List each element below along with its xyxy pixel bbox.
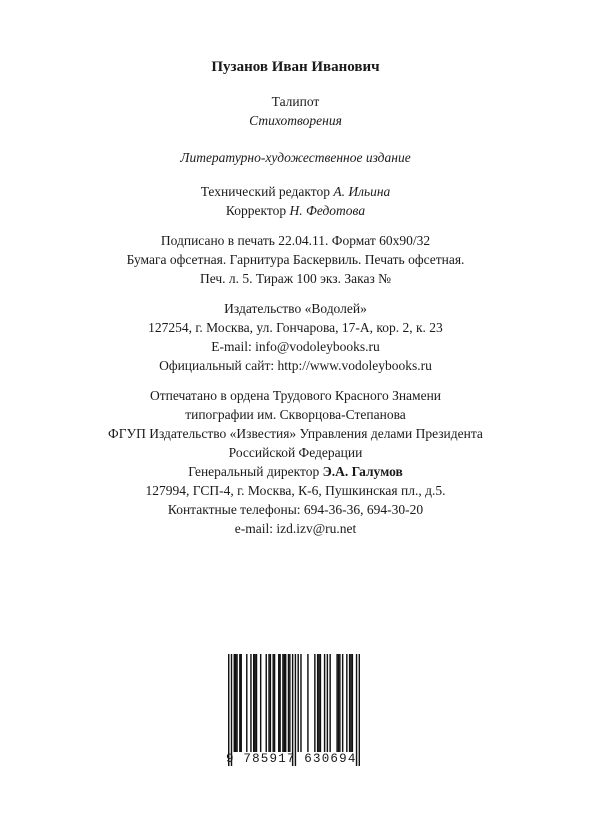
barcode-bar <box>279 654 280 752</box>
barcode-bar <box>278 654 279 752</box>
printer-line: Контактные телефоны: 694-36-36, 694-30-20 <box>167 502 424 517</box>
barcode-bar <box>260 654 261 752</box>
barcode-bar <box>339 654 340 752</box>
director-line <box>0 463 591 480</box>
barcode-bar <box>285 654 286 752</box>
barcode-bar <box>327 654 328 752</box>
barcode-bar <box>314 654 315 752</box>
barcode-bar <box>270 654 271 752</box>
isbn-barcode <box>228 654 360 766</box>
barcode-bar <box>297 654 298 752</box>
barcode-bar <box>317 654 318 752</box>
barcode-bar <box>349 654 350 752</box>
barcode-bar <box>284 654 285 752</box>
barcode-bar <box>282 654 283 752</box>
barcode-bar <box>268 654 269 752</box>
printer-line: e-mail: izd.izv@ru.net <box>234 521 357 536</box>
barcode-bar <box>234 654 235 752</box>
director-label: Генеральный директор <box>188 464 320 479</box>
barcode-bar <box>274 654 275 752</box>
barcode-bar <box>320 654 321 752</box>
tech-editor-name: А. Ильина <box>333 184 391 199</box>
author-name: Пузанов Иван Иванович <box>211 59 380 75</box>
corrector-label: Корректор <box>225 203 287 218</box>
printer-line: Российской Федерации <box>228 445 363 460</box>
edition-type: Литературно-художественное издание <box>180 150 411 165</box>
barcode-bar <box>256 654 257 752</box>
publisher-line: E-mail: info@vodoleybooks.ru <box>211 339 380 354</box>
barcode-bar <box>300 654 301 752</box>
barcode-bar <box>307 654 308 752</box>
barcode-bar <box>231 654 232 766</box>
barcode-bar <box>235 654 236 752</box>
book-subtitle: Стихотворения <box>249 113 342 128</box>
print-info-line: Печ. л. 5. Тираж 100 экз. Заказ № <box>199 271 392 286</box>
barcode-bar <box>241 654 242 752</box>
printer-line: Отпечатано в ордена Трудового Красного Знамени <box>149 388 442 403</box>
print-info-line: Подписано в печать 22.04.11. Формат 60х90/32 <box>160 233 431 248</box>
barcode-bar <box>254 654 255 752</box>
corrector-line <box>0 202 591 219</box>
barcode-bar <box>336 654 337 752</box>
publisher-line: Официальный сайт: http://www.vodoleybooks.ru <box>159 358 432 373</box>
tech-editor-line <box>0 183 591 200</box>
barcode-bar <box>350 654 351 752</box>
barcode-bar <box>359 654 360 766</box>
barcode-bar <box>288 654 289 752</box>
barcode-bar <box>342 654 343 752</box>
publisher-line: 127254, г. Москва, ул. Гончарова, 17-А, кор. 2, к. 23 <box>148 320 443 335</box>
barcode-bar <box>246 654 247 752</box>
barcode-bar <box>289 654 290 752</box>
printer-line: 127994, ГСП-4, г. Москва, К-6, Пушкинская пл., д.5. <box>145 483 446 498</box>
publisher-line: Издательство «Водолей» <box>224 301 367 316</box>
barcode-bar <box>253 654 254 752</box>
printer-line: ФГУП Издательство «Известия» Управления делами Президента <box>108 426 483 441</box>
barcode-bar <box>272 654 273 752</box>
barcode-digits: 9 785917 630694 <box>226 752 357 766</box>
barcode-bar <box>356 654 357 766</box>
barcode-bar <box>346 654 347 752</box>
barcode-bar <box>292 654 293 766</box>
barcode-bar <box>236 654 237 752</box>
barcode-bar <box>250 654 251 752</box>
director-name: Э.А. Галумов <box>322 464 403 479</box>
barcode-bar <box>318 654 319 752</box>
barcode-bar <box>239 654 240 752</box>
book-title: Талипот <box>271 94 320 109</box>
barcode-bar <box>266 654 267 752</box>
barcode-bar <box>338 654 339 752</box>
barcode-bar <box>324 654 325 752</box>
barcode-bar <box>228 654 229 766</box>
barcode-bar <box>329 654 330 752</box>
print-info-line: Бумага офсетная. Гарнитура Баскервиль. Печать офсетная. <box>126 252 465 267</box>
barcode-bar <box>352 654 353 752</box>
printer-line: типографии им. Скворцова-Степанова <box>185 407 406 422</box>
tech-editor-label: Технический редактор <box>200 184 330 199</box>
barcode-bar <box>295 654 296 766</box>
corrector-name: Н. Федотова <box>289 203 366 218</box>
